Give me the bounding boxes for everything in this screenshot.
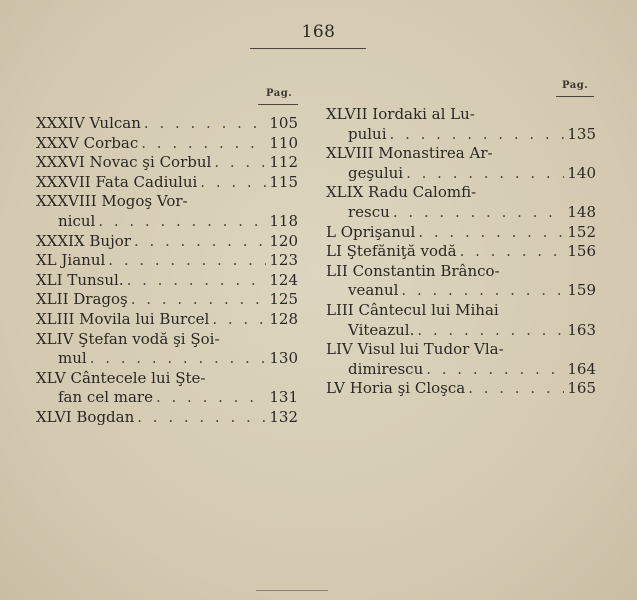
toc-entry-title: XLIII Movila lui Burcel — [36, 309, 210, 328]
toc-entry-title: XXXVI Novac şi Corbul — [36, 153, 212, 172]
toc-entry — [36, 271, 298, 291]
toc-entry-line — [326, 340, 596, 360]
dot-leader — [134, 232, 266, 252]
dot-leader — [406, 164, 564, 184]
toc-entry-title: XLV Cântecele lui Şte- — [36, 368, 206, 387]
toc-entry — [36, 310, 298, 330]
dot-leader — [90, 349, 267, 369]
page-number: 168 — [301, 22, 336, 42]
toc-entry — [326, 105, 596, 144]
dot-leader — [390, 125, 565, 145]
dot-leader — [137, 408, 266, 428]
toc-entry-line — [326, 321, 596, 341]
toc-entry — [326, 242, 596, 262]
toc-entry-line — [326, 164, 596, 184]
toc-entry-line — [36, 330, 298, 350]
toc-entry-line — [326, 301, 596, 321]
dot-leader — [401, 281, 564, 301]
toc-entry-line — [326, 242, 596, 262]
toc-entry-title: XLVII Iordaki al Lu- — [326, 105, 475, 123]
toc-entry-line — [326, 223, 596, 243]
toc-entry-page: 163 — [567, 320, 596, 339]
toc-entry-title-continued: mul — [58, 349, 87, 368]
dot-leader — [127, 271, 267, 291]
dot-leader — [144, 114, 266, 134]
toc-entry-line — [326, 203, 596, 223]
toc-entry — [326, 340, 596, 379]
toc-entry-line — [36, 134, 298, 154]
toc-entry-title-continued: Viteazul. — [348, 320, 415, 339]
toc-entry-title: LIV Visul lui Tudor Vla- — [326, 340, 504, 359]
toc-entry — [36, 114, 298, 134]
dot-leader — [200, 173, 266, 193]
dot-leader — [418, 223, 564, 243]
toc-entry-title: XLIX Radu Calomfi- — [326, 183, 477, 202]
toc-entry-title-continued: pului — [348, 124, 387, 143]
toc-entry-title: XXXIV Vulcan — [36, 114, 141, 132]
toc-entry-title: LI Ştefăniţă vodă — [326, 242, 457, 261]
toc-entry-line — [36, 212, 298, 232]
toc-entry-line — [326, 183, 596, 203]
toc-entry-line — [36, 369, 298, 389]
toc-entry-line — [326, 281, 596, 301]
toc-entry-page: 124 — [269, 270, 298, 289]
toc-entry — [36, 153, 298, 173]
toc-entry-page: 112 — [269, 153, 298, 172]
dot-leader — [108, 251, 266, 271]
toc-entry-title-continued: fan cel mare — [58, 388, 153, 407]
toc-entry-page: 128 — [269, 309, 298, 328]
toc-entry-title: XLVIII Monastirea Ar- — [326, 144, 493, 163]
toc-entry-title-continued: nicul — [58, 211, 96, 230]
toc-entry-title: L Oprişanul — [326, 222, 416, 241]
toc-entry — [36, 134, 298, 154]
toc-entry-line — [326, 105, 596, 125]
toc-entry-page: 123 — [269, 251, 298, 270]
dot-leader — [131, 290, 267, 310]
toc-entry — [36, 173, 298, 193]
toc-entry-title: LV Horia şi Cloşca — [326, 379, 466, 398]
toc-right-column — [326, 105, 596, 399]
toc-entry — [36, 369, 298, 408]
toc-entry-page: 156 — [567, 242, 596, 261]
toc-entry-page: 125 — [269, 290, 298, 309]
toc-entry-line — [36, 388, 298, 408]
toc-entry-page: 130 — [269, 349, 298, 368]
toc-entry — [36, 330, 298, 369]
toc-entry-page: 120 — [269, 231, 298, 250]
toc-entry — [326, 144, 596, 183]
toc-entry-line — [36, 192, 298, 212]
toc-entry-line — [326, 379, 596, 399]
toc-entry — [36, 408, 298, 428]
toc-entry-page: 164 — [567, 359, 596, 378]
toc-entry-line — [36, 173, 298, 193]
toc-entry-title: LIII Cântecul lui Mihai — [326, 300, 499, 319]
toc-entry-title: XXXVIII Mogoş Vor- — [36, 192, 188, 211]
header-rule — [250, 48, 366, 49]
dot-leader — [468, 379, 564, 399]
column-header-left: Pag. — [266, 88, 293, 99]
dot-leader — [214, 153, 266, 173]
dot-leader — [212, 310, 266, 330]
toc-entry-page: 148 — [567, 202, 596, 221]
dot-leader — [426, 360, 564, 380]
toc-entry-title: XL Jianul — [36, 251, 106, 270]
dot-leader — [417, 321, 564, 341]
toc-entry — [36, 192, 298, 231]
toc-entry-title: XLI Tunsul. — [36, 270, 124, 289]
toc-entry-title: XLII Dragoş — [36, 290, 128, 309]
dot-leader — [460, 242, 565, 262]
toc-entry — [36, 232, 298, 252]
toc-left-column — [36, 114, 298, 428]
toc-entry-line — [36, 271, 298, 291]
toc-entry-title: XXXIX Bujor — [36, 231, 131, 250]
toc-entry — [326, 262, 596, 301]
toc-entry-title: XXXV Corbac — [36, 133, 139, 152]
toc-entry-line — [36, 251, 298, 271]
toc-entry-page: 140 — [567, 163, 596, 182]
toc-entry-line — [326, 125, 596, 145]
toc-entry-page: 105 — [269, 114, 298, 132]
toc-entry-title: XLVI Bogdan — [36, 407, 135, 426]
toc-entry-line — [36, 408, 298, 428]
toc-entry-line — [36, 349, 298, 369]
toc-entry-title-continued: veanul — [348, 281, 399, 300]
dot-leader — [156, 388, 266, 408]
toc-entry — [36, 251, 298, 271]
toc-entry-page: 159 — [567, 281, 596, 300]
toc-entry — [326, 183, 596, 222]
toc-entry — [326, 223, 596, 243]
dot-leader — [141, 134, 266, 154]
column-header-right-rule — [556, 96, 594, 97]
dot-leader — [98, 212, 266, 232]
toc-entry-line — [326, 360, 596, 380]
toc-entry-line — [326, 262, 596, 282]
toc-entry-page: 152 — [567, 222, 596, 241]
toc-entry-line — [36, 114, 298, 134]
toc-entry — [326, 301, 596, 340]
toc-entry-title: XXXVII Fata Cadiului — [36, 172, 198, 191]
toc-entry-line — [36, 232, 298, 252]
toc-entry-page: 132 — [269, 407, 298, 426]
toc-entry-page: 131 — [269, 388, 298, 407]
dot-leader — [393, 203, 565, 223]
toc-entry-title-continued: rescu — [348, 202, 390, 221]
toc-entry-page: 118 — [269, 211, 298, 230]
toc-entry-title: XLIV Ştefan vodă şi Şoi- — [36, 329, 220, 348]
toc-entry-title-continued: dimirescu — [348, 359, 424, 378]
toc-entry-line — [36, 153, 298, 173]
toc-entry-title: LII Constantin Brânco- — [326, 261, 500, 280]
toc-entry-title-continued: geşului — [348, 163, 404, 182]
toc-entry-line — [36, 310, 298, 330]
toc-entry-page: 115 — [269, 172, 298, 191]
column-header-right: Pag. — [562, 80, 589, 91]
toc-entry — [36, 290, 298, 310]
toc-entry — [326, 379, 596, 399]
toc-entry-line — [36, 290, 298, 310]
toc-entry-page: 165 — [567, 379, 596, 398]
toc-entry-line — [326, 144, 596, 164]
footer-rule — [256, 590, 328, 591]
toc-entry-page: 135 — [567, 124, 596, 143]
toc-entry-page: 110 — [269, 133, 298, 152]
column-header-left-rule — [258, 104, 298, 105]
